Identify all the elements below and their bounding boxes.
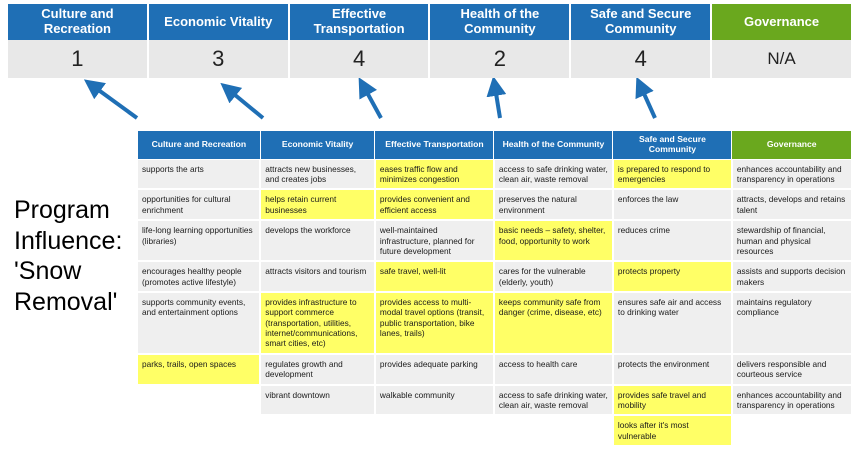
matrix-cell: vibrant downtown [260, 385, 375, 416]
matrix-cell: supports community events, and entertainment options [138, 292, 260, 354]
arrow-group [0, 78, 859, 134]
matrix-cell: access to safe drinking water, clean air, waste removal [494, 159, 613, 189]
matrix-cell: parks, trails, open spaces [138, 354, 260, 385]
table-row [138, 220, 851, 261]
matrix-cell: cares for the vulnerable (elderly, youth) [494, 261, 613, 292]
arrow-up-left-icon [229, 90, 263, 118]
matrix-cell: safe travel, well-lit [375, 261, 494, 292]
matrix-cell: attracts, develops and retains talent [732, 189, 851, 220]
matrix-cell: regulates growth and development [260, 354, 375, 385]
matrix-cell [260, 415, 375, 446]
table-row [138, 385, 851, 416]
score-governance: N/A [767, 49, 796, 68]
matrix-cell: opportunities for cultural enrichment [138, 189, 260, 220]
matrix-header-culture-and-recreation: Culture and Recreation [138, 131, 260, 159]
matrix-cell: looks after it's most vulnerable [613, 415, 732, 446]
matrix-cell: provides infrastructure to support commerce (transportation, utilities, internet/communications, smart cities, etc) [260, 292, 375, 354]
table-row [138, 189, 851, 220]
score-effective-transportation: 4 [290, 40, 431, 78]
matrix-cell [138, 415, 260, 446]
matrix-cell: life-long learning opportunities (libraries) [138, 220, 260, 261]
pillar-header-band [8, 4, 851, 40]
matrix-header-health-of-the-community: Health of the Community [494, 131, 613, 159]
table-row [138, 292, 851, 354]
matrix-header-row [138, 131, 851, 159]
matrix-cell: stewardship of financial, human and physical resources [732, 220, 851, 261]
table-row [138, 354, 851, 385]
matrix-cell: is prepared to respond to emergencies [613, 159, 732, 189]
pillar-header-effective-transportation: Effective Transportation [290, 4, 431, 40]
pillar-header-economic-vitality: Economic Vitality [149, 4, 290, 40]
pillar-score-band [8, 40, 851, 78]
pillar-header-safe-and-secure-community: Safe and Secure Community [571, 4, 712, 40]
matrix-cell: keeps community safe from danger (crime, disease, etc) [494, 292, 613, 354]
pillar-header-governance: Governance [712, 4, 851, 40]
score-culture-and-recreation: 1 [8, 40, 149, 78]
matrix-cell: access to health care [494, 354, 613, 385]
matrix-cell: walkable community [375, 385, 494, 416]
matrix-cell: protects the environment [613, 354, 732, 385]
matrix-cell [375, 415, 494, 446]
matrix-cell: attracts new businesses, and creates jobs [260, 159, 375, 189]
matrix-cell: attracts visitors and tourism [260, 261, 375, 292]
program-influence-caption: Program Influence: 'Snow Removal' [14, 196, 123, 316]
matrix-cell: provides safe travel and mobility [613, 385, 732, 416]
matrix-cell [732, 415, 851, 446]
arrow-up-left-icon [93, 86, 137, 118]
matrix-cell: helps retain current businesses [260, 189, 375, 220]
matrix-cell: delivers responsible and courteous service [732, 354, 851, 385]
matrix-cell: encourages healthy people (promotes active lifestyle) [138, 261, 260, 292]
arrow-up-left-icon [641, 87, 655, 118]
pillar-header-health-of-the-community: Health of the Community [430, 4, 571, 40]
arrow-up-left-icon [495, 87, 500, 118]
matrix-cell: basic needs – safety, shelter, food, opportunity to work [494, 220, 613, 261]
score-health-of-the-community: 2 [430, 40, 571, 78]
matrix-cell: ensures safe air and access to drinking water [613, 292, 732, 354]
score-safe-and-secure-community: 4 [571, 40, 712, 78]
matrix-cell: provides convenient and efficient access [375, 189, 494, 220]
matrix-cell: provides adequate parking [375, 354, 494, 385]
matrix-cell: assists and supports decision makers [732, 261, 851, 292]
matrix-cell: enhances accountability and transparency in operations [732, 159, 851, 189]
matrix-header-economic-vitality: Economic Vitality [260, 131, 375, 159]
matrix-body [138, 159, 851, 446]
matrix-header-effective-transportation: Effective Transportation [375, 131, 494, 159]
table-row [138, 261, 851, 292]
matrix-cell: eases traffic flow and minimizes congestion [375, 159, 494, 189]
arrow-up-left-icon [364, 87, 381, 118]
matrix-cell [138, 385, 260, 416]
score-economic-vitality: 3 [149, 40, 290, 78]
pillar-matrix [138, 131, 851, 447]
pillar-header-culture-and-recreation: Culture and Recreation [8, 4, 149, 40]
table-row [138, 159, 851, 189]
matrix-cell: supports the arts [138, 159, 260, 189]
matrix-cell: reduces crime [613, 220, 732, 261]
matrix-header-safe-and-secure-community: Safe and Secure Community [613, 131, 732, 159]
table-row [138, 415, 851, 446]
matrix-cell: preserves the natural environment [494, 189, 613, 220]
matrix-cell: enhances accountability and transparency in operations [732, 385, 851, 416]
matrix-cell: enforces the law [613, 189, 732, 220]
matrix-header-governance: Governance [732, 131, 851, 159]
matrix-cell: well-maintained infrastructure, planned for future development [375, 220, 494, 261]
matrix-cell: access to safe drinking water, clean air, waste removal [494, 385, 613, 416]
matrix-cell: protects property [613, 261, 732, 292]
matrix-cell [494, 415, 613, 446]
matrix-cell: provides access to multi-modal travel options (transit, public transportation, bike lanes, trails) [375, 292, 494, 354]
matrix-cell: develops the workforce [260, 220, 375, 261]
matrix-cell: maintains regulatory compliance [732, 292, 851, 354]
